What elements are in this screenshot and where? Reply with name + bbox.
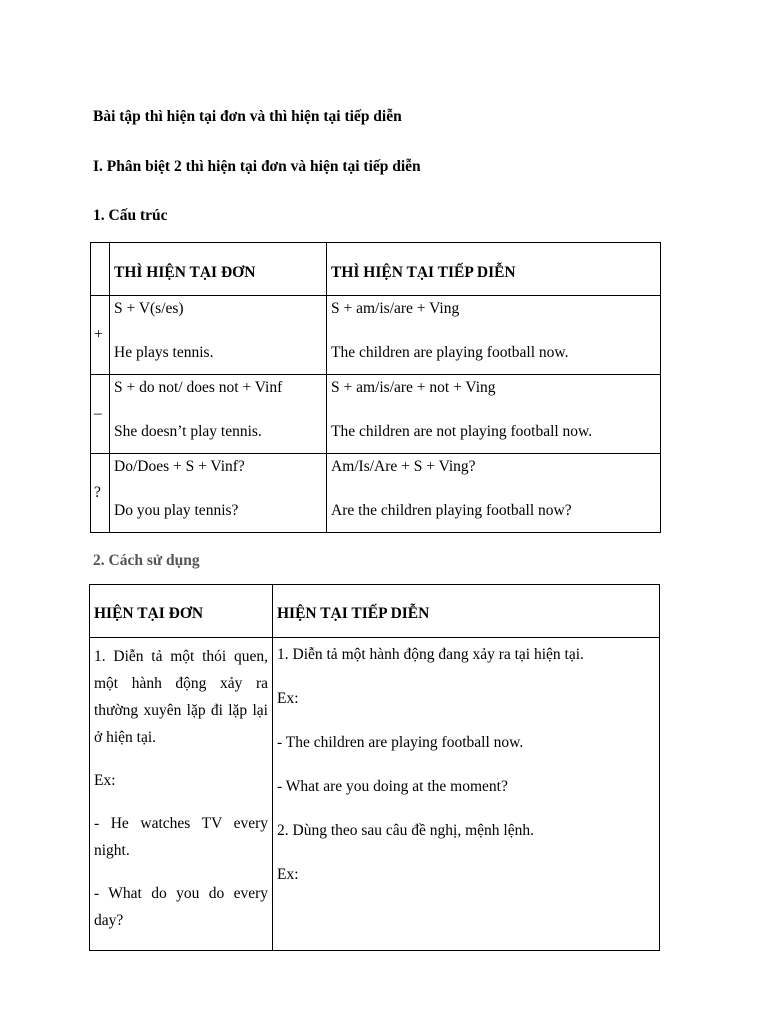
sign-cell: – (91, 375, 110, 454)
table-cell (110, 454, 327, 533)
column-header-continuous: HIỆN TẠI TIẾP DIỄN (277, 605, 430, 622)
usage-text: 1. Diễn tả một thói quen, một hành động xảy ra thường xuyên lặp đi lặp lại ở hiện tại. (94, 648, 268, 746)
formula-text: S + do not/ does not + Vinf (114, 379, 283, 396)
table-cell (327, 454, 661, 533)
example-text: Are the children playing football now? (331, 502, 572, 519)
usage-heading: 2. Cách sử dụng (93, 552, 200, 569)
formula-text: S + V(s/es) (114, 300, 184, 317)
table-header-row (91, 243, 661, 296)
table-row (90, 638, 660, 951)
table-row (91, 375, 661, 454)
usage-text: - What are you doing at the moment? (277, 778, 508, 795)
column-header-simple: HIỆN TẠI ĐƠN (94, 605, 204, 622)
table-header-cell (90, 585, 273, 638)
usage-text: Ex: (277, 866, 299, 883)
example-text: She doesn’t play tennis. (114, 423, 262, 440)
table-header-cell (327, 243, 661, 296)
formula-text: Am/Is/Are + S + Ving? (331, 458, 476, 475)
structure-heading: 1. Cấu trúc (93, 207, 168, 224)
example-text: The children are playing football now. (331, 344, 569, 361)
table-row (91, 454, 661, 533)
usage-text: Ex: (94, 772, 116, 789)
document-title: Bài tập thì hiện tại đơn và thì hiện tại tiếp diễn (93, 108, 402, 125)
section-heading: I. Phân biệt 2 thì hiện tại đơn và hiện tại tiếp diễn (93, 158, 421, 175)
usage-text: - What do you do every day? (94, 885, 268, 929)
usage-text: Ex: (277, 690, 299, 707)
formula-text: Do/Does + S + Vinf? (114, 458, 245, 475)
example-text: Do you play tennis? (114, 502, 239, 519)
example-text: He plays tennis. (114, 344, 214, 361)
table-header-row (90, 585, 660, 638)
example-text: The children are not playing football now. (331, 423, 593, 440)
table-cell (110, 296, 327, 375)
usage-text: - The children are playing football now. (277, 734, 524, 751)
sign-cell: + (91, 296, 110, 375)
table-header-cell (273, 585, 660, 638)
sign-cell: ? (91, 454, 110, 533)
formula-text: S + am/is/are + not + Ving (331, 379, 496, 396)
usage-text: - He watches TV every night. (94, 815, 268, 859)
table-row (91, 296, 661, 375)
table-cell (110, 375, 327, 454)
usage-text: 2. Dùng theo sau câu đề nghị, mệnh lệnh. (277, 822, 534, 839)
table-cell (273, 638, 660, 951)
column-header-simple: THÌ HIỆN TẠI ĐƠN (114, 264, 256, 281)
usage-text: 1. Diễn tả một hành động đang xảy ra tại hiện tại. (277, 646, 584, 663)
column-header-continuous: THÌ HIỆN TẠI TIẾP DIỄN (331, 264, 516, 281)
table-cell (90, 638, 273, 951)
formula-text: S + am/is/are + Ving (331, 300, 460, 317)
structure-table (90, 242, 661, 533)
table-cell (327, 375, 661, 454)
table-header-cell (110, 243, 327, 296)
usage-table (89, 584, 660, 951)
table-cell (91, 243, 110, 296)
table-cell (327, 296, 661, 375)
